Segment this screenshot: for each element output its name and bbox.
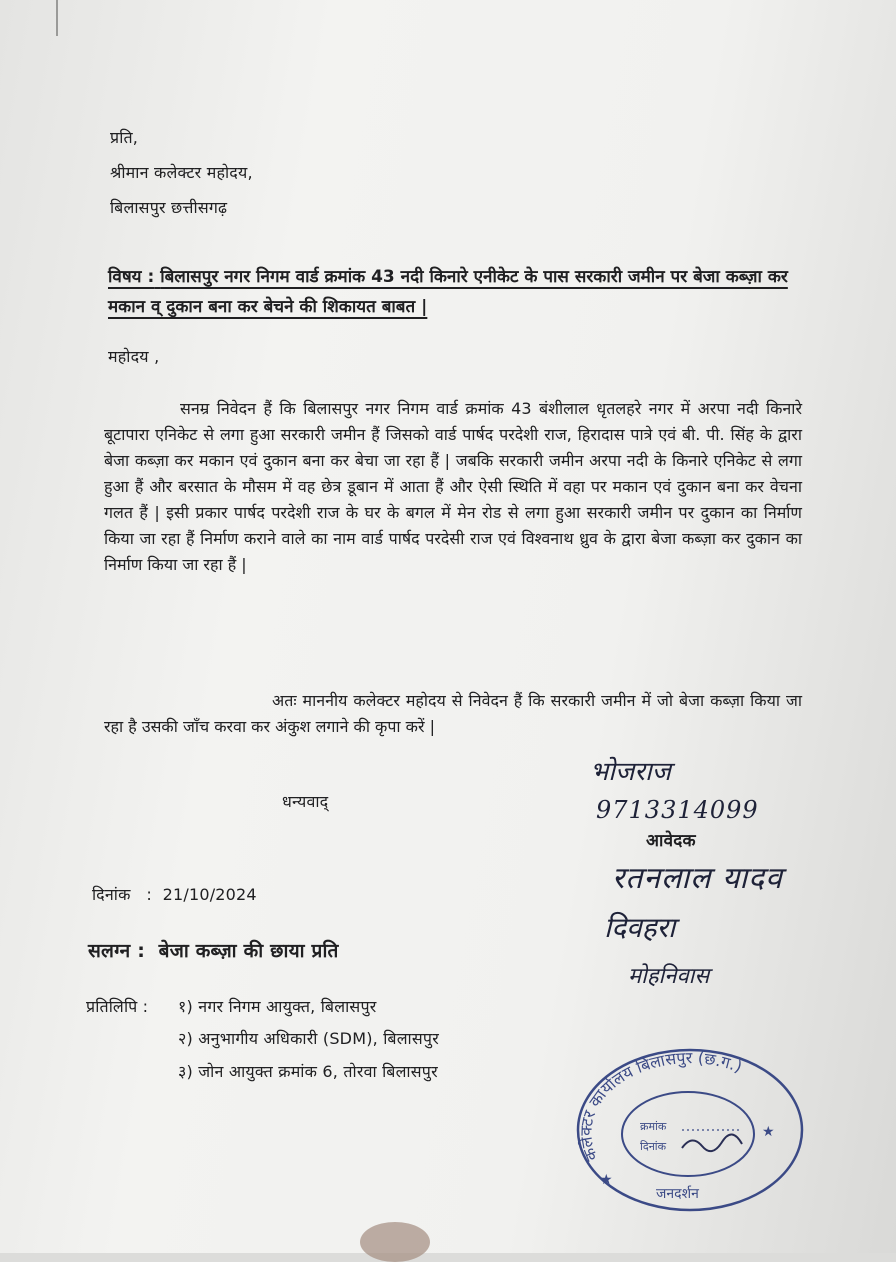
stamp-kramank: क्रमांक	[640, 1120, 667, 1133]
handwritten-phone: 9713314099	[596, 796, 759, 824]
applicant-label: आवेदक	[646, 831, 696, 851]
copies-label: प्रतिलिपि :	[86, 997, 149, 1016]
subject-text: बिलासपुर नगर निगम वार्ड क्रमांक 43 नदी किनारे एनीकेट के पास सरकारी जमीन पर बेजा कब्ज़ा कर मकान व् दुकान बना कर बेचने की शिकायत बाबत |	[108, 267, 788, 317]
copy-item: २) अनुभागीय अधिकारी (SDM), बिलासपुर	[178, 1029, 439, 1048]
stamp-arc-text: कलेक्टर कार्यालय बिलासपुर (छ.ग.)	[576, 1048, 745, 1164]
paper-fold-mark	[56, 0, 58, 36]
handwritten-line-4: मोहनिवास	[628, 964, 710, 989]
thanks: धन्यवाद्	[282, 792, 329, 811]
date-value: 21/10/2024	[162, 885, 257, 904]
recipient-line-3: बिलासपुर छत्तीसगढ़	[110, 198, 228, 217]
copy-item: ३) जोन आयुक्त क्रमांक 6, तोरवा बिलासपुर	[178, 1062, 438, 1081]
stamp-bottom-text: जनदर्शन	[656, 1186, 699, 1202]
date-separator: :	[146, 885, 153, 904]
stamp-inner-ring	[622, 1092, 754, 1176]
handwritten-place: दिवहरा	[604, 911, 676, 944]
office-stamp	[570, 1038, 810, 1218]
recipient-line-2: श्रीमान कलेक्टर महोदय,	[110, 163, 253, 182]
star-icon: ★	[600, 1172, 613, 1188]
date	[92, 883, 257, 905]
finger-shadow	[360, 1222, 430, 1262]
paragraph-2: अतः माननीय कलेक्टर महोदय से निवेदन हैं कि सरकारी जमीन में जो बेजा कब्ज़ा किया जा रहा है उसकी जाँच करवा कर अंकुश लगाने की कृपा करें |	[104, 691, 802, 736]
subject-label: विषय :	[108, 267, 155, 287]
copy-item: १) नगर निगम आयुक्त, बिलासपुर	[178, 997, 377, 1016]
date-label: दिनांक	[92, 885, 131, 904]
handwritten-name: रतनलाल यादव	[612, 861, 783, 896]
star-icon: ★	[762, 1124, 775, 1140]
stamp-dinank: दिनांक	[640, 1140, 667, 1153]
attachment-text: बेजा कब्ज़ा की छाया प्रति	[158, 940, 339, 962]
recipient-line-1: प्रति,	[110, 128, 139, 147]
handwritten-line-1: भोजराज	[590, 757, 671, 787]
subject	[108, 262, 798, 322]
paragraph-1: सनम्र निवेदन हैं कि बिलासपुर नगर निगम वार्ड क्रमांक 43 बंशीलाल धृतलहरे नगर में अरपा नदी किनारे बूटापारा एनिकेट से लगा हुआ सरकारी जमीन हैं जिसको वार्ड पार्षद परदेशी राज, हिरादास पात्रे एवं बी. पी. सिंह के द्वारा बेजा कब्ज़ा कर मकान एवं दुकान बना कर बेचा जा रहा हैं | जबकि सरकारी जमीन अरपा नदी के किनारे एनिकेट से लगा हुआ हैं और बरसात के मौसम में वह छेत्र डूबान में आता हैं और ऐसी स्थिति में वहा पर मकान एवं दुकान बना कर वेचना गलत हैं | इसी प्रकार पार्षद परदेशी राज के घर के बगल में मेन रोड से लगा हुआ सरकारी जमीन पर दुकान का निर्माण किया जा रहा हैं निर्माण कराने वाले का नाम वार्ड पार्षद परदेसी राज एवं विश्वनाथ ध्रुव के द्वारा बेजा कब्ज़ा कर दुकान का निर्माण किया जा रहा हैं |	[104, 399, 802, 574]
attachment	[88, 937, 339, 963]
attachment-label: सलग्न :	[88, 940, 146, 962]
salutation: महोदय ,	[108, 347, 160, 366]
stamp-signature	[682, 1134, 742, 1151]
